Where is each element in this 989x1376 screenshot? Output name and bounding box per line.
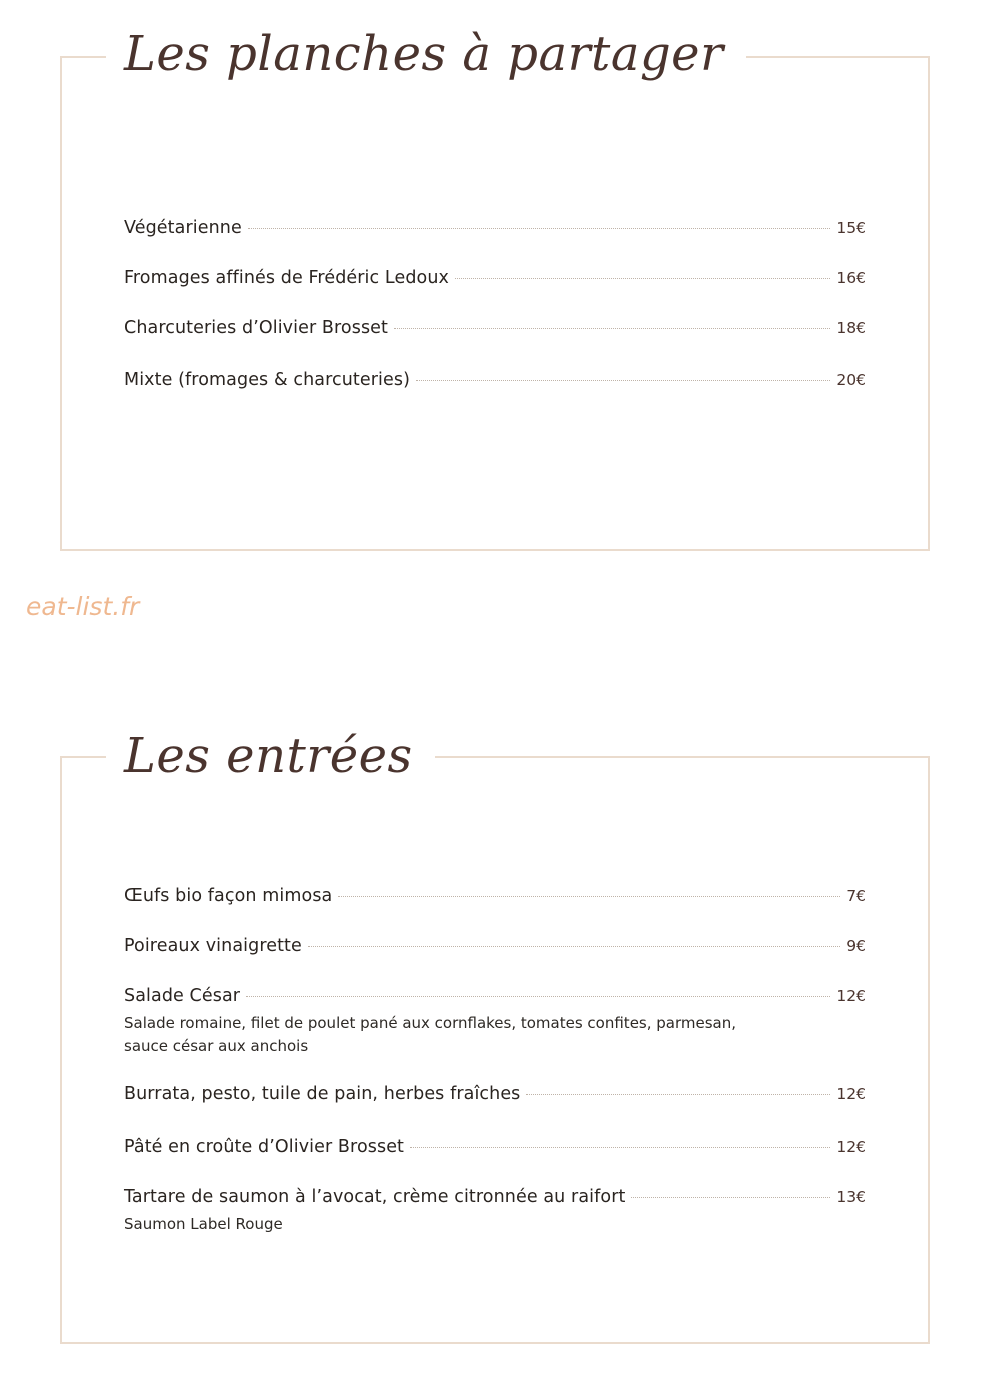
item-price: 15€ [836,219,866,237]
menu-item [124,370,866,396]
dot-leader [631,1197,830,1198]
watermark-text: eat-list.fr [26,592,140,621]
section-title-entrees: Les entrées [106,724,435,788]
menu-item [124,1187,866,1236]
item-price: 12€ [836,1085,866,1103]
item-description: Saumon Label Rouge [124,1215,283,1233]
dot-leader [410,1147,830,1148]
item-name: Tartare de saumon à l’avocat, crème citronnée au raifort [124,1187,626,1207]
item-name: Pâté en croûte d’Olivier Brosset [124,1137,405,1157]
menu-item [124,986,866,1058]
item-price: 7€ [846,887,866,905]
item-price: 9€ [846,937,866,955]
dot-leader [308,946,840,947]
section-title-planches: Les planches à partager [106,22,746,86]
item-name: Mixte (fromages & charcuteries) [124,370,411,390]
dot-leader [394,328,830,329]
entrees-frame [60,728,930,1344]
item-price: 16€ [836,269,866,287]
item-name: Poireaux vinaigrette [124,936,302,956]
menu-item [124,218,866,244]
menu-item [124,268,866,294]
item-price: 12€ [836,1138,866,1156]
item-name: Végétarienne [124,218,242,238]
dot-leader [338,896,840,897]
item-name: Œufs bio façon mimosa [124,886,333,906]
item-price: 12€ [836,987,866,1005]
item-name: Salade César [124,986,241,1006]
item-price: 20€ [836,371,866,389]
item-name: Charcuteries d’Olivier Brosset [124,318,388,338]
menu-item [124,886,866,912]
dot-leader [455,278,830,279]
item-name: Burrata, pesto, tuile de pain, herbes fraîches [124,1084,521,1104]
item-price: 13€ [836,1188,866,1206]
menu-item [124,318,866,344]
dot-leader [526,1094,830,1095]
menu-item [124,1084,866,1110]
item-name: Fromages affinés de Frédéric Ledoux [124,268,449,288]
dot-leader [246,996,830,997]
menu-item [124,936,866,962]
item-price: 18€ [836,319,866,337]
dot-leader [416,380,830,381]
dot-leader [248,228,831,229]
planches-frame [60,26,930,551]
item-description: Salade romaine, filet de poulet pané aux cornflakes, tomates confites, parmesan, sauce césar aux anchois [124,1014,737,1055]
menu-item [124,1137,866,1163]
